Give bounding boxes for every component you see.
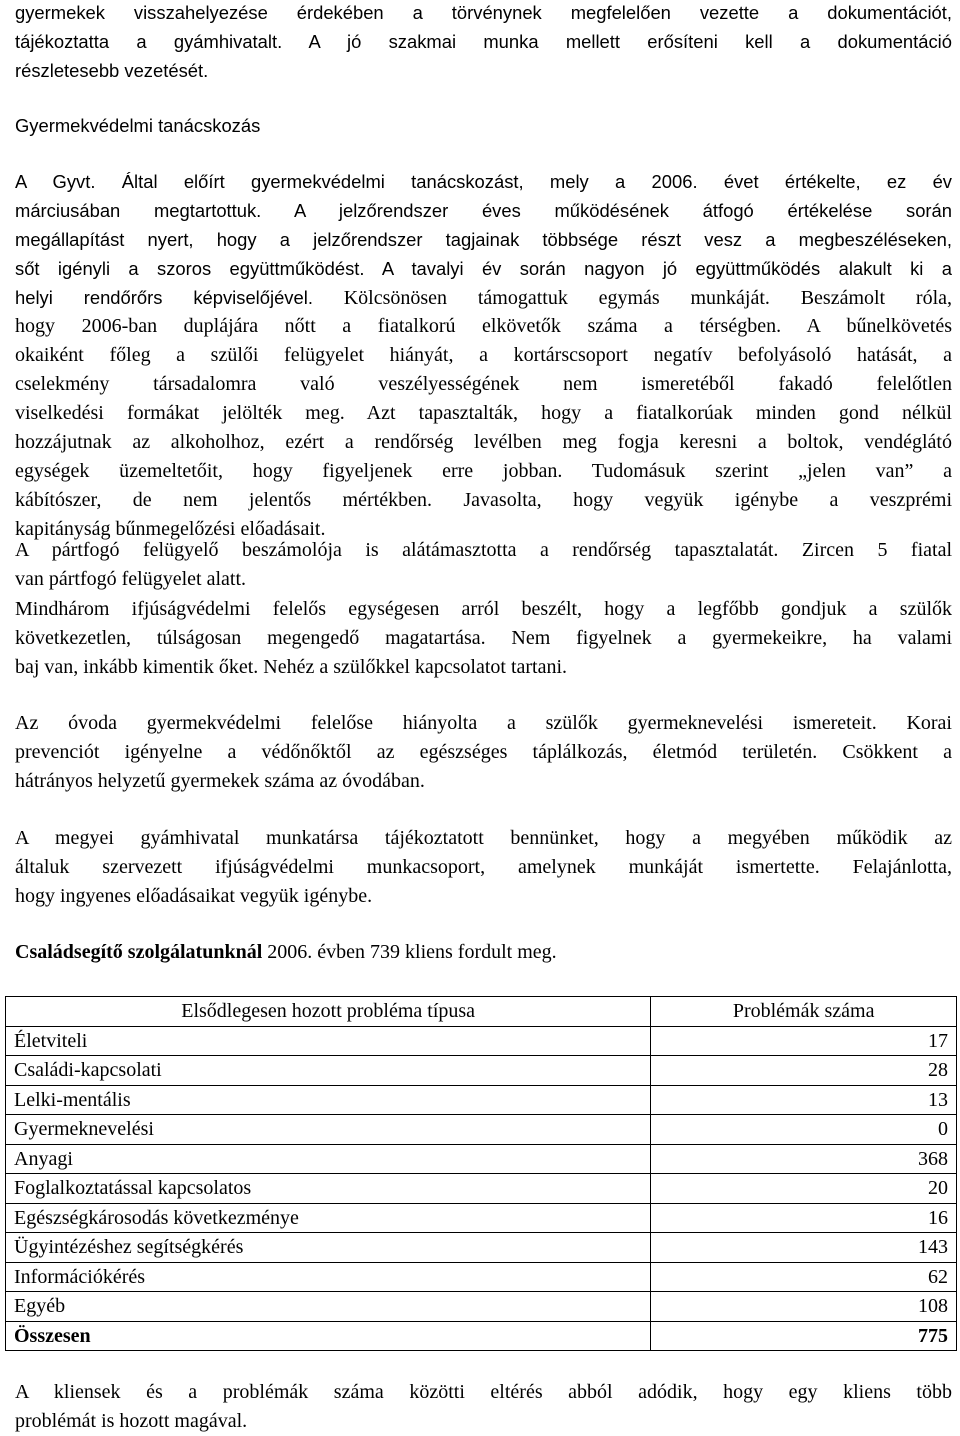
- value-text: 62: [928, 1265, 948, 1288]
- row-value: [651, 1085, 957, 1115]
- value-text: 20: [928, 1177, 948, 1200]
- value-text: 143: [918, 1236, 948, 1259]
- row-value: [651, 1292, 957, 1322]
- row-label: Életviteli: [6, 1026, 651, 1056]
- table-row: [6, 1174, 957, 1204]
- text-line: A pártfogó felügyelő beszámolója is alátámasztotta a rendőrség tapasztalatát. Zircen 5 fiatal: [15, 539, 952, 561]
- table-row: [6, 1056, 957, 1086]
- text-line: hátrányos helyzetű gyermekek száma az óvodában.: [15, 770, 425, 792]
- table-row: [6, 1115, 957, 1145]
- text-line: egységek üzemeltetőit, hogy figyeljenek erre jobban. Tudomásuk szerint „jelen van” a: [15, 460, 952, 482]
- column-header-type: Elsődlegesen hozott probléma típusa: [6, 997, 651, 1027]
- row-label: Egyéb: [6, 1292, 651, 1322]
- value-text: 17: [928, 1029, 948, 1052]
- table-row: [6, 1292, 957, 1322]
- value-text: 28: [928, 1059, 948, 1082]
- table-row: [6, 1026, 957, 1056]
- text-line: kapitányság bűnmegelőzési előadásait.: [15, 518, 326, 540]
- total-value: [651, 1321, 957, 1351]
- text-line: hozzájutnak az alkoholhoz, ezért a rendőrség levélben meg fogja keresni a boltok, vendéglátó: [15, 431, 952, 453]
- row-label: Lelki-mentális: [6, 1085, 651, 1115]
- text-line: részletesebb vezetését.: [15, 60, 209, 81]
- paragraph-partfogo: [15, 536, 952, 594]
- text-line: általuk szervezett ifjúságvédelmi munkacsoport, amelynek munkáját ismertette. Felajánlotta,: [15, 856, 952, 878]
- text-line: következetlen, túlságosan megengedő magatartása. Nem figyelnek a gyermekeikre, ha valami: [15, 627, 952, 649]
- paragraph-intro: [15, 0, 952, 85]
- value-text: 775: [918, 1324, 948, 1347]
- value-text: 13: [928, 1088, 948, 1111]
- text-line: gyermekek visszahelyezése érdekében a törvénynek megfelelően vezette a dokumentációt,: [15, 2, 952, 23]
- text-line: márciusában megtartottuk. A jelzőrendszer éves működésének átfogó értékelése során: [15, 200, 952, 221]
- row-value: [651, 1144, 957, 1174]
- row-label: Családi-kapcsolati: [6, 1056, 651, 1086]
- row-value: [651, 1262, 957, 1292]
- table-header-row: [6, 997, 957, 1027]
- text-line: hogy ingyenes előadásaikat vegyük igénybe.: [15, 885, 373, 907]
- text-segment: 2006. évben 739 kliens fordult meg.: [262, 941, 557, 963]
- table-row: [6, 1262, 957, 1292]
- text-line: A Gyvt. Által előírt gyermekvédelmi tanácskozást, mely a 2006. évet értékelte, ez év: [15, 171, 952, 192]
- paragraph-ovoda: [15, 709, 952, 796]
- table-row: [6, 1144, 957, 1174]
- row-label: Ügyintézéshez segítségkérés: [6, 1233, 651, 1263]
- row-value: [651, 1174, 957, 1204]
- text-line: sőt igényli a szoros együttműködést. A tavalyi év során nagyon jó együttműködés alakult ki a: [15, 258, 952, 279]
- row-label: Foglalkoztatással kapcsolatos: [6, 1174, 651, 1204]
- text-line: van pártfogó felügyelet alatt.: [15, 568, 247, 590]
- table-row: [6, 1203, 957, 1233]
- text-line: hogy 2006-ban duplájára nőtt a fiatalkorú elkövetők száma a térségben. A bűnelkövetés: [15, 315, 952, 337]
- bold-text: Családsegítő szolgálatunknál: [15, 941, 263, 963]
- row-value: [651, 1115, 957, 1145]
- text-line: A megyei gyámhivatal munkatársa tájékoztatott bennünket, hogy a megyében működik az: [15, 827, 952, 849]
- row-value: [651, 1026, 957, 1056]
- paragraph-ifjusagvedelmi: [15, 595, 952, 682]
- text-line: problémát is hozott magával.: [15, 1410, 248, 1432]
- table-row: [6, 1085, 957, 1115]
- paragraph-elteres: [15, 1378, 952, 1436]
- value-text: 368: [918, 1147, 948, 1170]
- heading-text: Gyermekvédelmi tanácskozás: [15, 115, 261, 136]
- row-value: [651, 1056, 957, 1086]
- value-text: 108: [918, 1295, 948, 1318]
- text-line: prevenciót igényelne a védőnőktől az egészséges táplálkozás, életmód területén. Csökkent a: [15, 741, 952, 763]
- text-segment: Kölcsönösen támogattuk egymás munkáját. Beszámolt róla,: [312, 287, 952, 309]
- row-value: [651, 1203, 957, 1233]
- value-text: 0: [938, 1118, 948, 1141]
- text-line: viselkedési formákat jelölték meg. Azt tapasztalták, hogy a fiatalkorúak minden gond nélkül: [15, 402, 952, 424]
- problem-types-table: [5, 996, 957, 1351]
- text-line: [15, 283, 952, 312]
- text-line: okaiként főleg a szülői felügyelet hiányát, a kortárscsoport negatív befolyásoló hatását, a: [15, 344, 952, 366]
- row-label: Anyagi: [6, 1144, 651, 1174]
- table-row: [6, 1233, 957, 1263]
- paragraph-csaladsegito: [15, 938, 952, 967]
- column-header-count: Problémák száma: [651, 997, 957, 1027]
- row-label: Gyermeknevelési: [6, 1115, 651, 1145]
- paragraph-gyamhivatal: [15, 824, 952, 911]
- value-text: 16: [928, 1206, 948, 1229]
- text-line: [15, 938, 952, 967]
- text-line: kábítószer, de nem jelentős mértékben. Javasolta, hogy vegyük igénybe a veszprémi: [15, 489, 952, 511]
- text-line: cselekmény társadalomra való veszélyességének nem ismeretéből fakadó felelőtlen: [15, 373, 952, 395]
- total-label: Összesen: [6, 1321, 651, 1351]
- table-total-row: [6, 1321, 957, 1351]
- paragraph-tanacskozas: [15, 167, 952, 544]
- row-value: [651, 1233, 957, 1263]
- text-line: megállapítást nyert, hogy a jelzőrendszer tagjainak többsége részt vesz a megbeszéléseken,: [15, 229, 952, 250]
- section-heading: [15, 111, 952, 140]
- row-label: Információkérés: [6, 1262, 651, 1292]
- text-line: Mindhárom ifjúságvédelmi felelős egységesen arról beszélt, hogy a legfőbb gondjuk a szülők: [15, 598, 952, 620]
- text-segment: helyi rendőrőrs képviselőjével.: [15, 287, 313, 308]
- text-line: baj van, inkább kimentik őket. Nehéz a szülőkkel kapcsolatot tartani.: [15, 656, 568, 678]
- text-line: tájékoztatta a gyámhivatalt. A jó szakmai munka mellett erősíteni kell a dokumentáció: [15, 31, 952, 52]
- text-line: Az óvoda gyermekvédelmi felelőse hiányolta a szülők gyermeknevelési ismereteit. Korai: [15, 712, 952, 734]
- row-label: Egészségkárosodás következménye: [6, 1203, 651, 1233]
- text-line: A kliensek és a problémák száma közötti eltérés abból adódik, hogy egy kliens több: [15, 1381, 952, 1403]
